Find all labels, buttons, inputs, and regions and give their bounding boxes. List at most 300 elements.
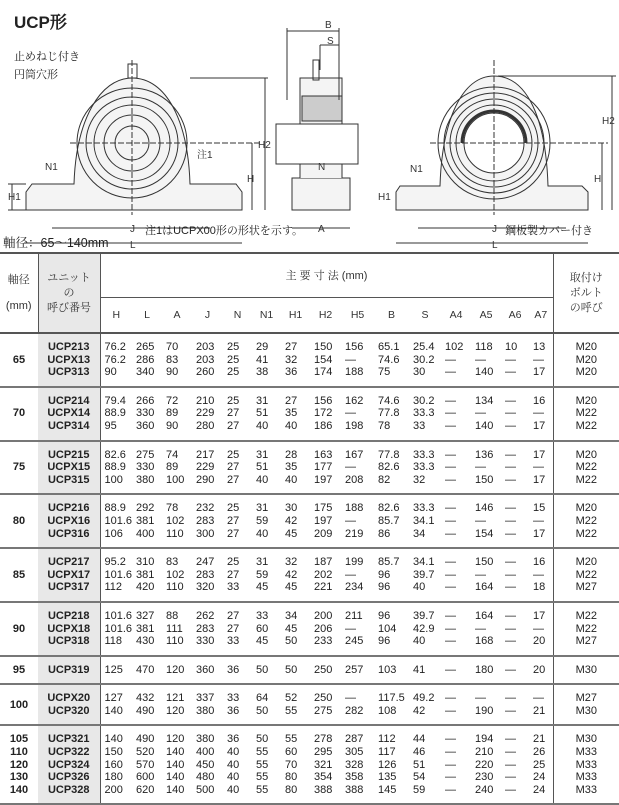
page-title: UCP形 xyxy=(14,13,67,32)
cell-value: M20 xyxy=(575,556,597,569)
cell-value: 110 xyxy=(166,527,184,540)
dim-label-h: H xyxy=(594,174,602,185)
cell-value: 27 xyxy=(227,568,240,581)
cell-value: 88.9 xyxy=(104,461,126,474)
column-header-a4: A4 xyxy=(441,297,471,333)
cell-value: 177 xyxy=(314,461,333,474)
bolt-size-cell xyxy=(553,441,619,495)
dim-cell-l xyxy=(132,494,162,548)
cell-value: 40 xyxy=(413,635,426,648)
cell-value: 25 xyxy=(227,366,240,379)
dim-cell-h2 xyxy=(310,441,341,495)
cell-value: 160 xyxy=(104,758,123,771)
dim-cell-h1 xyxy=(281,602,310,656)
cell-value: M20 xyxy=(575,353,597,366)
dim-cell-a xyxy=(162,548,192,602)
cell-value: 102 xyxy=(166,514,185,527)
shaft-diameter-cell xyxy=(0,441,38,495)
cell-value: 282 xyxy=(345,704,364,717)
cell-value: 120 xyxy=(9,758,29,771)
dim-cell-h xyxy=(100,725,132,804)
dim-cell-j xyxy=(192,333,223,387)
dim-cell-a5 xyxy=(471,494,501,548)
cell-value: 39.7 xyxy=(413,609,435,622)
cell-value: 221 xyxy=(314,581,333,594)
cell-value: 33 xyxy=(227,635,240,648)
cell-value: — xyxy=(445,609,457,622)
cell-value: 35 xyxy=(285,407,298,420)
dim-cell-a4 xyxy=(441,333,471,387)
dim-cell-l xyxy=(132,602,162,656)
dim-cell-l xyxy=(132,656,162,685)
dim-cell-b xyxy=(374,656,409,685)
cell-value: 41 xyxy=(413,663,426,676)
cell-value: 32 xyxy=(413,473,426,486)
dim-cell-a4 xyxy=(441,548,471,602)
dim-label-n1: N1 xyxy=(410,164,423,175)
cell-value: 145 xyxy=(378,783,397,796)
header-unit xyxy=(38,253,100,333)
cell-value: 126 xyxy=(378,758,397,771)
cell-value: — xyxy=(445,556,457,569)
cell-value: 16 xyxy=(533,394,546,407)
note1-label: 注1 xyxy=(197,150,213,161)
cell-value: 36 xyxy=(227,663,240,676)
cell-value: 140 xyxy=(104,733,123,746)
dim-cell-h1 xyxy=(281,725,310,804)
cell-value: 35 xyxy=(285,461,298,474)
cell-value: 220 xyxy=(475,758,494,771)
cell-value: 95 xyxy=(12,663,26,676)
dim-cell-s xyxy=(409,441,441,495)
dim-cell-n1 xyxy=(252,602,281,656)
cell-value: 76.2 xyxy=(104,341,126,353)
cell-value: UCP215 xyxy=(47,448,90,461)
cell-value: 490 xyxy=(136,704,155,717)
cell-value: 140 xyxy=(475,366,494,379)
cell-value: UCP322 xyxy=(47,746,90,759)
cell-value: M22 xyxy=(575,568,597,581)
cell-value: 16 xyxy=(533,556,546,569)
cell-value: — xyxy=(475,514,487,527)
dim-cell-n xyxy=(223,656,252,685)
cell-value: UCPX17 xyxy=(47,568,91,581)
dim-cell-l xyxy=(132,725,162,804)
dim-cell-h xyxy=(100,656,132,685)
dim-label-h2: H2 xyxy=(602,116,615,127)
cell-value: 90 xyxy=(12,622,26,635)
dim-cell-h5 xyxy=(341,333,374,387)
cell-value: 600 xyxy=(136,771,155,784)
cell-value: 34.1 xyxy=(413,556,435,569)
cell-value: UCPX13 xyxy=(47,353,91,366)
cell-value: 31 xyxy=(256,502,269,515)
cell-value: 187 xyxy=(314,556,333,569)
dim-cell-a xyxy=(162,684,192,725)
cell-value: 33 xyxy=(256,609,269,622)
column-header-b: B xyxy=(374,297,409,333)
dim-cell-a xyxy=(162,333,192,387)
dim-cell-h5 xyxy=(341,725,374,804)
dim-cell-b xyxy=(374,333,409,387)
cell-value: 41 xyxy=(256,353,269,366)
cell-value: 340 xyxy=(136,366,155,379)
cell-value: 18 xyxy=(533,581,546,594)
cell-value: 82.6 xyxy=(104,448,126,461)
cell-value: 199 xyxy=(345,556,364,569)
cell-value: 164 xyxy=(475,609,494,622)
cell-value: 257 xyxy=(345,663,364,676)
header-text: の呼び xyxy=(569,301,603,314)
cell-value: UCP314 xyxy=(47,419,90,432)
cell-value: 432 xyxy=(136,692,155,705)
cell-value: 200 xyxy=(104,783,123,796)
cell-value: — xyxy=(505,733,517,746)
cell-value: 295 xyxy=(314,746,333,759)
header-shaft xyxy=(0,253,38,333)
cell-value: 245 xyxy=(345,635,364,648)
cell-value: M22 xyxy=(575,473,597,486)
cell-value: — xyxy=(533,407,545,420)
cell-value: UCP213 xyxy=(47,341,90,353)
cell-value: 82.6 xyxy=(378,502,400,515)
cell-value: — xyxy=(445,692,457,705)
bolt-size-cell xyxy=(553,725,619,804)
cell-value: 50 xyxy=(285,635,298,648)
header-text: の xyxy=(63,286,75,299)
cell-value: — xyxy=(445,568,457,581)
cell-value: M30 xyxy=(575,733,597,746)
table-row-group xyxy=(0,333,619,387)
cell-value: 202 xyxy=(314,568,333,581)
cell-value: — xyxy=(505,581,517,594)
cell-value: — xyxy=(505,771,517,784)
cell-value: 72 xyxy=(166,394,179,407)
cell-value: 90 xyxy=(166,366,179,379)
cell-value: — xyxy=(445,746,457,759)
table-row-group xyxy=(0,441,619,495)
unit-number-cell xyxy=(38,548,100,602)
cell-value: 50 xyxy=(256,704,269,717)
cell-value: 247 xyxy=(196,556,215,569)
cell-value: — xyxy=(533,622,545,635)
cell-value: 65 xyxy=(12,353,26,366)
dim-cell-a4 xyxy=(441,656,471,685)
cell-value: 186 xyxy=(314,419,333,432)
cell-value: — xyxy=(505,556,517,569)
header-bolt xyxy=(553,253,619,333)
cell-value: UCP324 xyxy=(47,758,90,771)
cell-value: 59 xyxy=(256,568,269,581)
cell-value: 82 xyxy=(378,473,391,486)
cell-value: 146 xyxy=(475,502,494,515)
cell-value: — xyxy=(445,527,457,540)
dim-cell-h xyxy=(100,548,132,602)
cell-value: 36 xyxy=(227,704,240,717)
unit-number-cell xyxy=(38,387,100,441)
dim-cell-b xyxy=(374,494,409,548)
column-header-s: S xyxy=(409,297,441,333)
cell-value: 134 xyxy=(475,394,494,407)
cell-value: 102 xyxy=(445,341,464,353)
cell-value: 26 xyxy=(533,746,546,759)
dim-label-n1: N1 xyxy=(45,162,58,173)
cell-value: — xyxy=(533,568,545,581)
cell-value: 102 xyxy=(166,568,185,581)
cell-value: 27 xyxy=(227,473,240,486)
dim-cell-a7 xyxy=(529,725,553,804)
dim-cell-a4 xyxy=(441,387,471,441)
cell-value: 162 xyxy=(345,394,364,407)
dim-cell-n xyxy=(223,684,252,725)
cell-value: 388 xyxy=(314,783,333,796)
cell-value: 38 xyxy=(256,366,269,379)
dim-label-n: N xyxy=(318,162,326,173)
dim-cell-n xyxy=(223,548,252,602)
dim-cell-b xyxy=(374,725,409,804)
cell-value: M33 xyxy=(575,783,597,796)
cell-value: M20 xyxy=(575,448,597,461)
cell-value: 127 xyxy=(104,692,123,705)
cell-value: 229 xyxy=(196,407,215,420)
cell-value: 15 xyxy=(533,502,546,515)
cell-value: M20 xyxy=(575,341,597,353)
cell-value: — xyxy=(475,461,487,474)
cell-value: M30 xyxy=(575,663,597,676)
cell-value: UCP316 xyxy=(47,527,90,540)
cell-value: 140 xyxy=(166,758,185,771)
dim-cell-s xyxy=(409,725,441,804)
cell-value: 250 xyxy=(314,663,333,676)
unit-number-cell xyxy=(38,725,100,804)
cell-value: 380 xyxy=(136,473,155,486)
cell-value: 51 xyxy=(256,461,269,474)
cell-value: 85.7 xyxy=(378,556,400,569)
cell-value: 266 xyxy=(136,394,155,407)
cell-value: — xyxy=(445,448,457,461)
cell-value: 70 xyxy=(285,758,298,771)
cell-value: — xyxy=(445,581,457,594)
dim-cell-n1 xyxy=(252,684,281,725)
cell-value: M20 xyxy=(575,394,597,407)
cell-value: 45 xyxy=(285,527,298,540)
cell-value: 33.3 xyxy=(413,461,435,474)
cell-value: 83 xyxy=(166,556,179,569)
cell-value: 360 xyxy=(196,663,215,676)
cell-value: M22 xyxy=(575,419,597,432)
cell-value: 265 xyxy=(136,341,155,353)
cell-value: 120 xyxy=(166,663,185,676)
cell-value: 430 xyxy=(136,635,155,648)
dim-cell-a7 xyxy=(529,333,553,387)
cell-value: 180 xyxy=(475,663,494,676)
cell-value: 140 xyxy=(166,746,185,759)
cell-value: 490 xyxy=(136,733,155,746)
cell-value: 27 xyxy=(227,527,240,540)
cell-value: 59 xyxy=(413,783,426,796)
cell-value: 89 xyxy=(166,407,179,420)
dim-cell-j xyxy=(192,494,223,548)
cell-value: — xyxy=(505,461,517,474)
dim-cell-h5 xyxy=(341,387,374,441)
dim-cell-s xyxy=(409,387,441,441)
cell-value: 135 xyxy=(378,771,397,784)
cell-value: 95.2 xyxy=(104,556,126,569)
cell-value: — xyxy=(345,353,357,366)
dim-cell-a7 xyxy=(529,387,553,441)
cell-value: — xyxy=(505,758,517,771)
dim-cell-a xyxy=(162,387,192,441)
cell-value: 30 xyxy=(285,502,298,515)
cell-value: 51 xyxy=(413,758,426,771)
cell-value: UCPX14 xyxy=(47,407,91,420)
dim-cell-l xyxy=(132,548,162,602)
dim-label-a: A xyxy=(318,224,325,235)
cell-value: 42 xyxy=(285,514,298,527)
dim-cell-n xyxy=(223,602,252,656)
cell-value: — xyxy=(505,635,517,648)
cell-value: — xyxy=(505,407,517,420)
dim-cell-h5 xyxy=(341,441,374,495)
bolt-size-cell xyxy=(553,656,619,685)
cell-value: 40 xyxy=(227,758,240,771)
cell-value: 111 xyxy=(166,622,183,635)
cell-value: 500 xyxy=(196,783,215,796)
cell-value: 286 xyxy=(136,353,155,366)
cell-value: 100 xyxy=(9,698,29,711)
cell-value: M27 xyxy=(575,692,597,705)
cell-value: 150 xyxy=(104,746,123,759)
cell-value: 32 xyxy=(285,556,298,569)
cell-value: 54 xyxy=(413,771,426,784)
dim-cell-h5 xyxy=(341,548,374,602)
cell-value: 40 xyxy=(256,419,269,432)
cell-value: 100 xyxy=(166,473,185,486)
cell-value: 31 xyxy=(256,556,269,569)
dim-cell-n xyxy=(223,387,252,441)
cell-value: 154 xyxy=(475,527,494,540)
cell-value: 42 xyxy=(413,704,426,717)
cell-value: M20 xyxy=(575,502,597,515)
cell-value: UCP315 xyxy=(47,473,90,486)
cell-value: 55 xyxy=(285,733,298,746)
cell-value: — xyxy=(445,473,457,486)
dim-cell-h2 xyxy=(310,548,341,602)
column-header-j: J xyxy=(192,297,223,333)
cell-value: 17 xyxy=(533,527,546,540)
cell-value: — xyxy=(445,771,457,784)
cell-value: 40 xyxy=(256,527,269,540)
cell-value: — xyxy=(505,704,517,717)
unit-number-cell xyxy=(38,684,100,725)
column-header-h2: H2 xyxy=(310,297,341,333)
shaft-diameter-cell xyxy=(0,684,38,725)
cell-value: — xyxy=(475,622,487,635)
cell-value: — xyxy=(533,692,545,705)
cell-value: — xyxy=(445,758,457,771)
cell-value: 381 xyxy=(136,568,155,581)
dim-cell-a6 xyxy=(501,656,529,685)
cell-value: 45 xyxy=(256,635,269,648)
cell-value: — xyxy=(505,473,517,486)
table-row-group xyxy=(0,494,619,548)
cell-value: 104 xyxy=(378,622,397,635)
shaft-diameter-cell xyxy=(0,387,38,441)
cell-value: 174 xyxy=(314,366,333,379)
cell-value: — xyxy=(445,502,457,515)
cell-value: 79.4 xyxy=(104,394,126,407)
column-header-h5: H5 xyxy=(341,297,374,333)
shaft-diameter-cell xyxy=(0,725,38,804)
cell-value: 110 xyxy=(166,635,184,648)
unit-number-cell xyxy=(38,602,100,656)
cell-value: 233 xyxy=(314,635,333,648)
cell-value: — xyxy=(505,502,517,515)
side-view-drawing xyxy=(276,28,358,228)
dim-cell-h1 xyxy=(281,387,310,441)
cell-value: 70 xyxy=(12,407,26,420)
cell-value: — xyxy=(445,461,457,474)
header-text: ユニット xyxy=(47,271,91,284)
cell-value: 280 xyxy=(196,419,215,432)
dim-cell-a7 xyxy=(529,602,553,656)
cell-value: 283 xyxy=(196,622,215,635)
cell-value: 275 xyxy=(314,704,333,717)
cell-value: 101.6 xyxy=(104,622,133,635)
cell-value: 30.2 xyxy=(413,394,435,407)
cell-value: 96 xyxy=(378,635,391,648)
cell-value: 520 xyxy=(136,746,155,759)
cell-value: 33 xyxy=(227,692,240,705)
cell-value: 50 xyxy=(256,663,269,676)
cell-value: 620 xyxy=(136,783,155,796)
dim-cell-j xyxy=(192,656,223,685)
dim-cell-a6 xyxy=(501,333,529,387)
dim-cell-a7 xyxy=(529,684,553,725)
dim-cell-a5 xyxy=(471,441,501,495)
dim-cell-a4 xyxy=(441,602,471,656)
subtitle-line: 円筒穴形 xyxy=(14,69,58,81)
cell-value: 140 xyxy=(104,704,123,717)
cell-value: 27 xyxy=(285,394,298,407)
cell-value: — xyxy=(345,622,357,635)
cell-value: 75 xyxy=(12,461,26,474)
cell-value: 55 xyxy=(256,783,269,796)
cell-value: 283 xyxy=(196,514,215,527)
cell-value: — xyxy=(445,514,457,527)
column-header-n1: N1 xyxy=(252,297,281,333)
table-row-group xyxy=(0,656,619,685)
cell-value: 206 xyxy=(314,622,333,635)
cell-value: 46 xyxy=(413,746,426,759)
cell-value: 203 xyxy=(196,341,215,353)
cell-value: 45 xyxy=(256,581,269,594)
cell-value: 28 xyxy=(285,448,298,461)
cell-value: 31 xyxy=(256,394,269,407)
cell-value: 163 xyxy=(314,448,333,461)
cell-value: 118 xyxy=(475,341,493,353)
dim-cell-s xyxy=(409,684,441,725)
dim-cell-n1 xyxy=(252,494,281,548)
cell-value: 198 xyxy=(345,419,364,432)
cell-value: 103 xyxy=(378,663,397,676)
cell-value: — xyxy=(505,609,517,622)
dim-cell-a4 xyxy=(441,725,471,804)
unit-number-cell xyxy=(38,494,100,548)
dim-cell-n1 xyxy=(252,387,281,441)
cell-value: 36 xyxy=(285,366,298,379)
bolt-size-cell xyxy=(553,494,619,548)
